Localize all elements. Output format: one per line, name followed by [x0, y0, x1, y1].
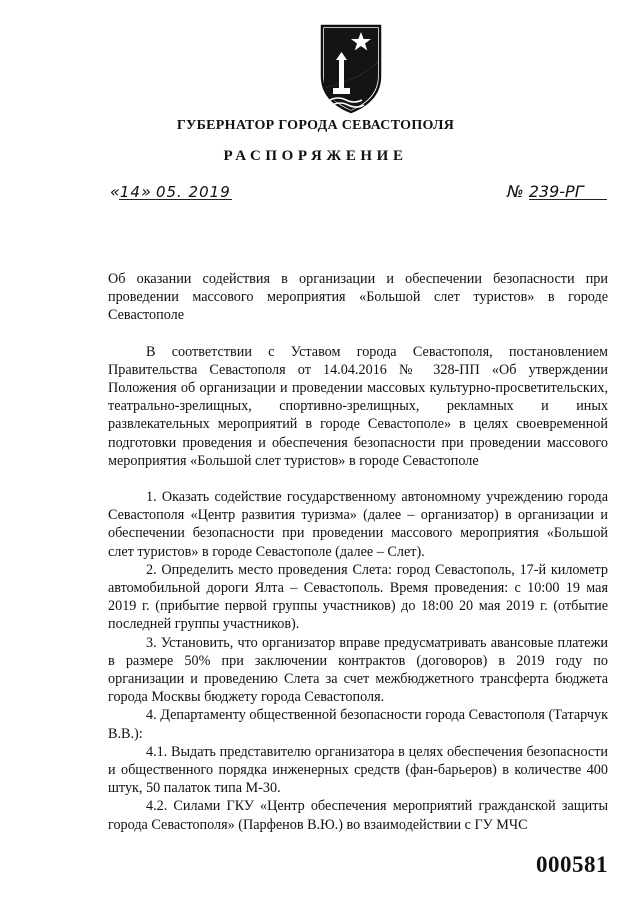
order-item: 3. Установить, что организатор вправе предусматривать авансовые платежи в размере 50% при заключении контрактов (договоров) в 2019 году по организации и проведению Слета за счет межбюджетного трансферта бюджета города Москвы бюджету города Севастополя. [108, 634, 608, 706]
order-item: 1. Оказать содействие государственному автономному учреждению города Севастополя «Центр развития туризма» (далее – организатор) в организации и обеспечении безопасности при проведении массового мероприятия «Большой слет туристов» в городе Севастополе (далее – Слет). [108, 489, 608, 560]
document-subject: Об оказании содействия в организации и обеспечении безопасности при проведении массового мероприятия «Большой слет туристов» в городе Севастополе [108, 271, 608, 324]
document-body [108, 270, 608, 834]
document-type-title: РАСПОРЯЖЕНИЕ [223, 148, 408, 164]
order-item: 4.1. Выдать представителю организатора в целях обеспечения безопасности и общественного порядка инженерных средств (фан-барьеров) в количестве 400 штук, 50 палаток типа М-30. [108, 743, 608, 797]
date-underline [119, 199, 232, 200]
number-underline [529, 199, 607, 200]
date-open-quote: « [110, 182, 120, 201]
date-day: 14 [119, 183, 141, 201]
number-sign: № [507, 182, 524, 201]
order-item: 4.2. Силами ГКУ «Центр обеспечения мероприятий гражданской защиты города Севастополя» (Парфенов В.Ю.) во взаимодействии с ГУ МЧС [108, 798, 608, 833]
number-value: 239-РГ [528, 182, 584, 201]
issuer-title: ГУБЕРНАТОР ГОРОДА СЕВАСТОПОЛЯ [176, 118, 455, 133]
date-close-quote: » [140, 182, 151, 201]
monument-column [339, 60, 344, 90]
order-item: 4. Департаменту общественной безопасности города Севастополя (Татарчук В.В.): [108, 707, 608, 742]
form-serial-number: 000581 [536, 852, 608, 877]
preamble-paragraph: В соответствии с Уставом города Севастополя, постановлением Правительства Севастополя от 14.04.2016 № 328-ПП «Об утверждении Положения об организации и проведении массовых культурно-просветительских, театрально-зрелищных, спортивно-зрелищных, рекламных и иных развлекательных мероприятий в городе Севастополе» в целях своевременной подготовки проведения и обеспечения безопасности при проведении массового мероприятия «Большой слет туристов» в городе Севастополе [108, 343, 608, 469]
coat-of-arms-icon [318, 22, 384, 114]
order-item: 2. Определить место проведения Слета: город Севастополь, 17-й километр автомобильной дороги Ялта – Севастополь. Время проведения: с 10:00 19 мая 2019 г. (прибытие первой группы участников) до 18:00 20 мая 2019 г. (отбытие последней группы участников). [108, 561, 608, 633]
monument-base [333, 88, 350, 94]
date-month-year: 05. 2019 [155, 183, 231, 201]
